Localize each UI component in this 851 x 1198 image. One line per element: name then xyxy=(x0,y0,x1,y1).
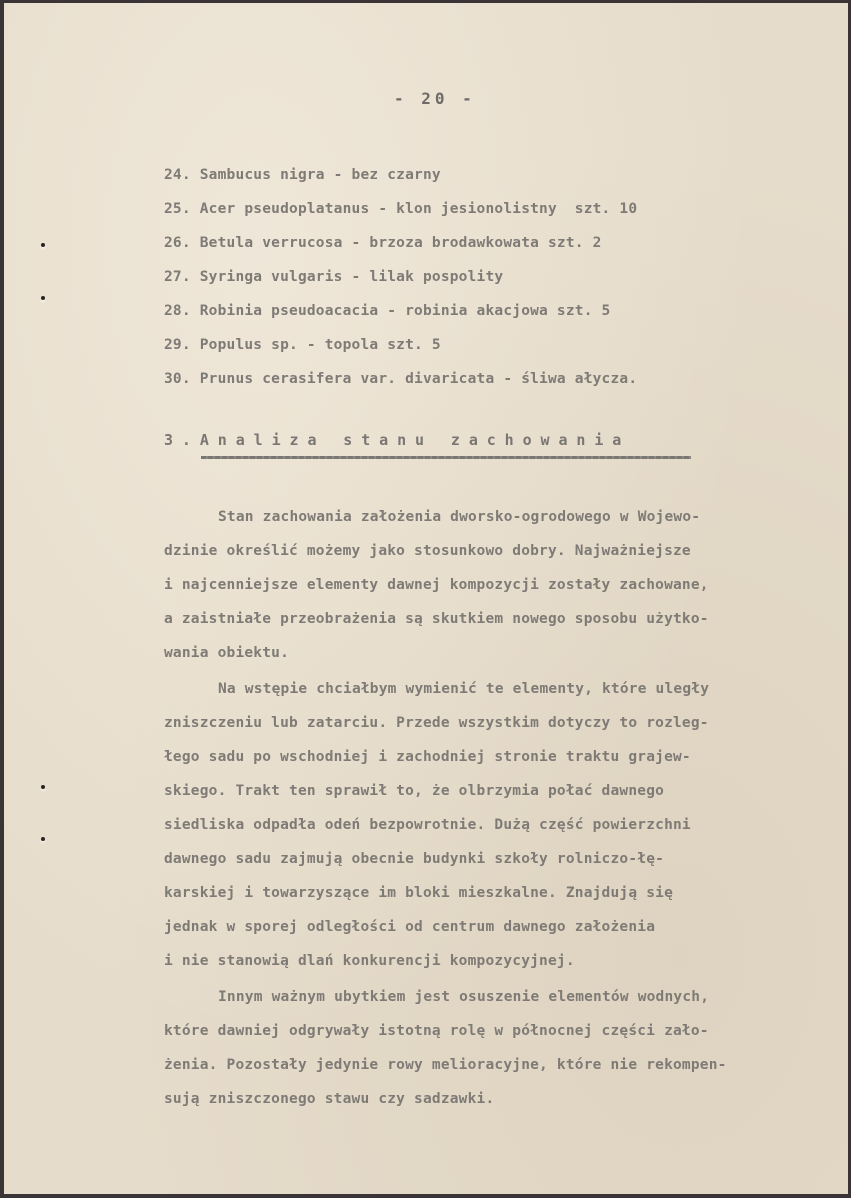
paragraph-line: i nie stanowią dlań konkurencji kompozycyjnej. xyxy=(164,953,575,969)
section-heading: 3.Analiza stanu zachowania xyxy=(164,431,631,449)
paragraph-line: dzinie określić możemy jako stosunkowo dobry. Najważniejsze xyxy=(164,543,691,559)
list-item: 24. Sambucus nigra - bez czarny xyxy=(164,167,441,183)
paragraph-line: Innym ważnym ubytkiem jest osuszenie elementów wodnych, xyxy=(218,989,710,1005)
list-item: 27. Syringa vulgaris - lilak pospolity xyxy=(164,269,504,285)
paragraph-line: wania obiektu. xyxy=(164,645,290,661)
list-item: 26. Betula verrucosa - brzoza brodawkowata szt. 2 xyxy=(164,235,602,251)
paragraph-line: które dawniej odgrywały istotną rolę w północnej części zało- xyxy=(164,1023,709,1039)
binding-hole-mark xyxy=(41,243,45,247)
paragraph-line: zniszczeniu lub zatarciu. Przede wszystkim dotyczy to rozleg- xyxy=(164,715,709,731)
paragraph-line: siedliska odpadła odeń bezpowrotnie. Dużą część powierzchni xyxy=(164,817,691,833)
paragraph-line: i najcenniejsze elementy dawnej kompozycji zostały zachowane, xyxy=(164,577,709,593)
page-number: - 20 - xyxy=(394,89,476,108)
paragraph-line: skiego. Trakt ten sprawił to, że olbrzymia połać dawnego xyxy=(164,783,665,799)
paragraph-line: dawnego sadu zajmują obecnie budynki szkoły rolniczo-łę- xyxy=(164,851,665,867)
paragraph-line: łego sadu po wschodniej i zachodniej stronie traktu grajew- xyxy=(164,749,691,765)
paragraph-line: Stan zachowania założenia dworsko-ogrodowego w Wojewo- xyxy=(218,509,701,525)
list-item: 29. Populus sp. - topola szt. 5 xyxy=(164,337,441,353)
list-item: 30. Prunus cerasifera var. divaricata - śliwa ałycza. xyxy=(164,371,638,387)
binding-hole-mark xyxy=(41,837,45,841)
heading-underline xyxy=(201,456,691,459)
paragraph-line: karskiej i towarzyszące im bloki mieszkalne. Znajdują się xyxy=(164,885,673,901)
paragraph-line: a zaistniałe przeobrażenia są skutkiem nowego sposobu użytko- xyxy=(164,611,709,627)
document-page xyxy=(4,3,848,1194)
paragraph-line: jednak w sporej odległości od centrum dawnego założenia xyxy=(164,919,656,935)
binding-hole-mark xyxy=(41,785,45,789)
list-item: 25. Acer pseudoplatanus - klon jesionolistny szt. 10 xyxy=(164,201,638,217)
paragraph-line: sują zniszczonego stawu czy sadzawki. xyxy=(164,1091,495,1107)
list-item: 28. Robinia pseudoacacia - robinia akacjowa szt. 5 xyxy=(164,303,611,319)
binding-hole-mark xyxy=(41,296,45,300)
paragraph-line: Na wstępie chciałbym wymienić te elementy, które uległy xyxy=(218,681,710,697)
paragraph-line: żenia. Pozostały jedynie rowy melioracyjne, które nie rekompen- xyxy=(164,1057,727,1073)
